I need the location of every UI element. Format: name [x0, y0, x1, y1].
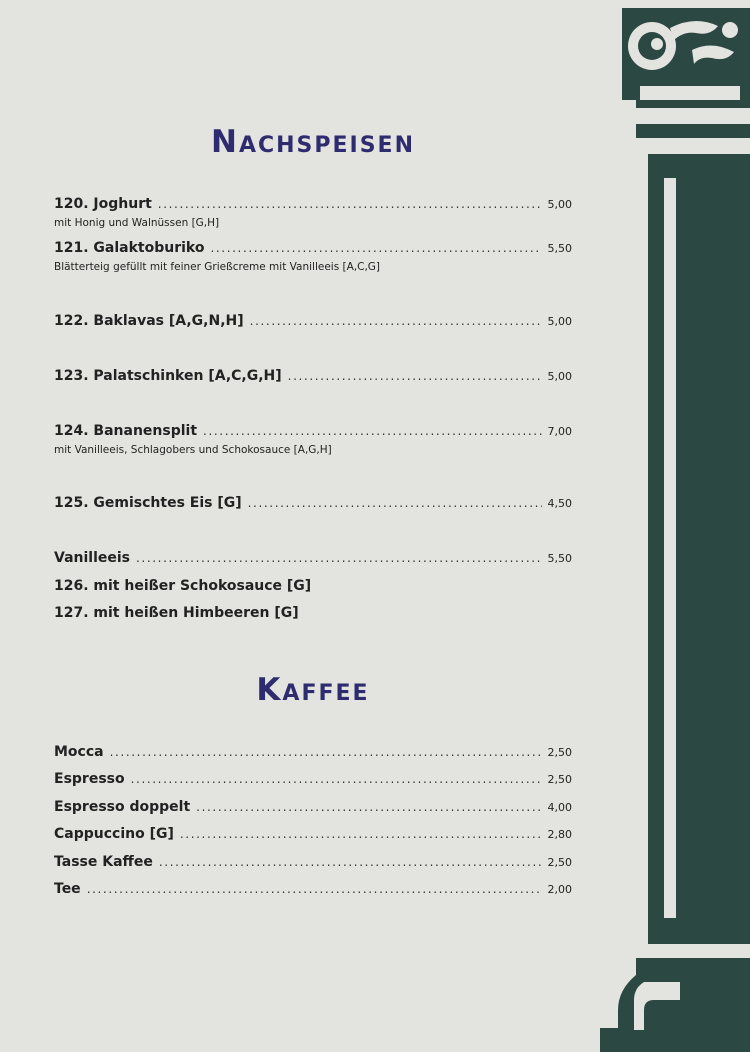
item-description: mit Honig und Walnüssen [G,H]: [54, 217, 220, 229]
item-price: 5,00: [547, 198, 572, 211]
dot-leader: [248, 497, 542, 509]
item-description: mit Vanilleeis, Schlagobers und Schokosauce [A,G,H]: [54, 444, 332, 456]
section-title-coffee: Kaffee: [256, 672, 370, 708]
dot-leader: [136, 552, 541, 564]
dot-leader: [131, 773, 542, 785]
dot-leader: [288, 370, 542, 382]
dot-leader: [196, 801, 541, 813]
dot-leader: [203, 425, 541, 437]
dot-leader: [110, 746, 542, 758]
dot-leader: [250, 315, 542, 327]
item-price: 2,00: [547, 883, 572, 896]
item-price: 2,50: [547, 773, 572, 786]
section-title-desserts: Nachspeisen: [211, 124, 415, 160]
item-price: 4,50: [547, 497, 572, 510]
menu-item: [54, 881, 572, 897]
menu-item: [54, 240, 572, 256]
item-name: 124. Bananensplit: [54, 423, 198, 439]
item-name: Mocca: [54, 744, 104, 760]
menu-item: [54, 550, 572, 566]
menu-item: [54, 423, 572, 439]
item-name: 120. Joghurt: [54, 196, 152, 212]
item-description: Blätterteig gefüllt mit feiner Grießcreme mit Vanilleeis [A,C,G]: [54, 261, 381, 273]
dot-leader: [159, 856, 542, 868]
dot-leader: [180, 828, 542, 840]
menu-item: [54, 368, 572, 384]
item-name: 127. mit heißen Himbeeren [G]: [54, 605, 299, 621]
item-name: Tasse Kaffee: [54, 854, 153, 870]
menu-item: [54, 771, 572, 787]
menu-item: [54, 826, 572, 842]
item-price: 2,50: [547, 746, 572, 759]
item-name: Espresso doppelt: [54, 799, 191, 815]
item-name: Cappuccino [G]: [54, 826, 174, 842]
item-name: 125. Gemischtes Eis [G]: [54, 495, 242, 511]
item-name: 123. Palatschinken [A,C,G,H]: [54, 368, 282, 384]
menu-item: [54, 495, 572, 511]
menu-item: [54, 605, 572, 621]
item-name: 126. mit heißer Schokosauce [G]: [54, 578, 312, 594]
item-price: 5,50: [547, 242, 572, 255]
menu-item: [54, 578, 572, 594]
dot-leader: [87, 883, 542, 895]
dot-leader: [158, 198, 542, 210]
menu-item: [54, 196, 572, 212]
greek-column-icon: [600, 0, 750, 1052]
menu-item: [54, 799, 572, 815]
item-name: 122. Baklavas [A,G,N,H]: [54, 313, 244, 329]
item-name: 121. Galaktoburiko: [54, 240, 205, 256]
menu-item: [54, 313, 572, 329]
dot-leader: [210, 242, 541, 254]
menu-item: [54, 744, 572, 760]
item-price: 5,00: [547, 315, 572, 328]
item-price: 4,00: [547, 801, 572, 814]
menu-item: [54, 854, 572, 870]
item-price: 7,00: [547, 425, 572, 438]
item-name: Espresso: [54, 771, 125, 787]
item-price: 5,50: [547, 552, 572, 565]
item-price: 2,50: [547, 856, 572, 869]
item-name: Tee: [54, 881, 81, 897]
item-price: 2,80: [547, 828, 572, 841]
item-price: 5,00: [547, 370, 572, 383]
item-name: Vanilleeis: [54, 550, 131, 566]
